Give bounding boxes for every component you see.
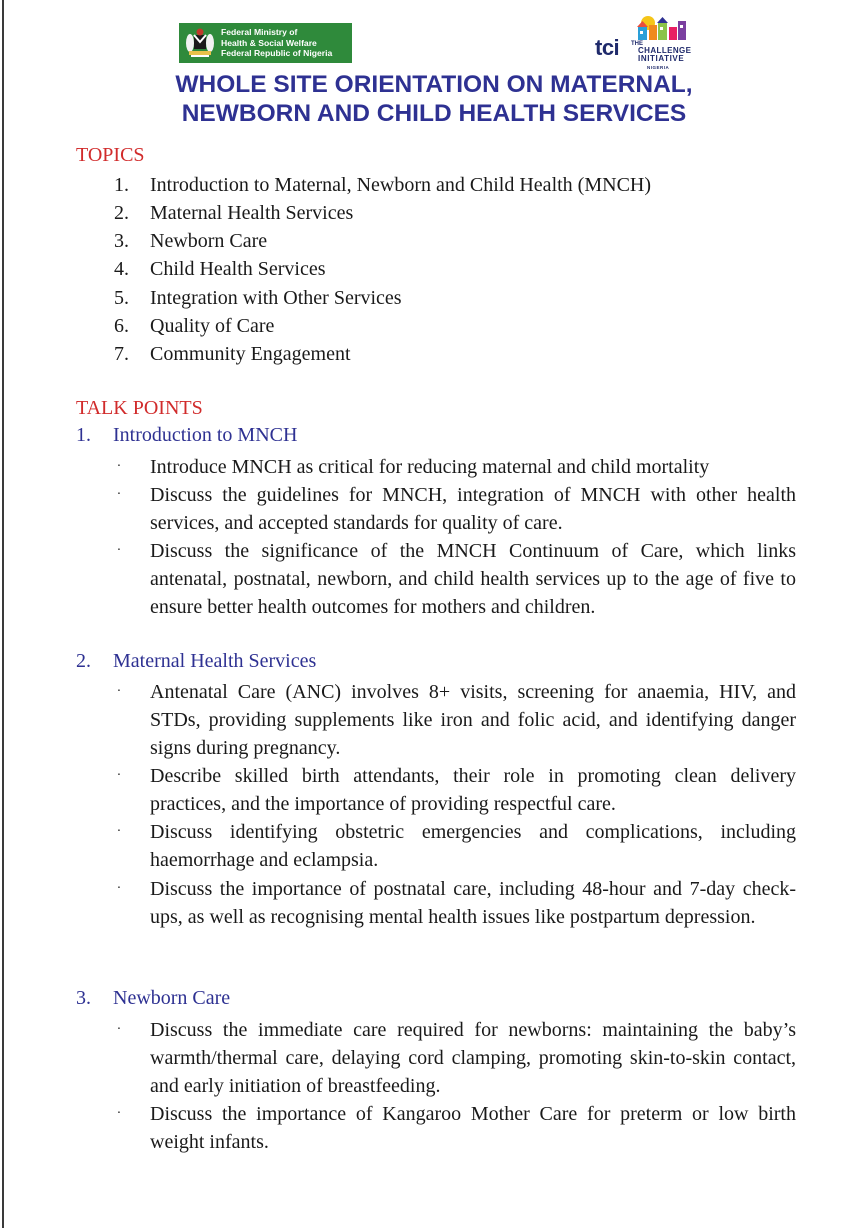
tci-line-challenge: CHALLENGE: [638, 46, 692, 55]
tci-wordmark: tci: [595, 35, 620, 60]
bullet-text: Discuss the importance of postnatal care, including 48-hour and 7-day check-ups, as well as recognising mental health issues like postpartum depression.: [150, 878, 796, 928]
topic-item: [114, 284, 402, 312]
talk-point-bullet: [114, 1016, 796, 1100]
tci-country: NIGERIA: [647, 65, 670, 70]
section-number: 2.: [76, 650, 91, 672]
talk-point-bullet: [114, 1100, 796, 1156]
bullet-marker: ·: [116, 459, 122, 474]
section-title: Newborn Care: [113, 987, 231, 1009]
tci-the: THE: [631, 41, 643, 47]
bullet-text: Discuss the significance of the MNCH Continuum of Care, which links antenatal, postnatal, newborn, and child health services up to the age of five to ensure better health outcomes for mothers and children.: [150, 540, 796, 618]
bullet-text: Discuss the importance of Kangaroo Mother Care for preterm or low birth weight infants.: [150, 1103, 796, 1153]
title-line-2: NEWBORN AND CHILD HEALTH SERVICES: [181, 100, 687, 127]
talk-points-heading: TALK POINTS: [76, 397, 203, 419]
bullet-marker: ·: [116, 1022, 122, 1037]
bullet-text: Describe skilled birth attendants, their role in promoting clean delivery practices, and the importance of providing respectful care.: [150, 765, 796, 815]
topic-item: [114, 255, 326, 283]
bullet-text: Antenatal Care (ANC) involves 8+ visits, screening for anaemia, HIV, and STDs, providing supplements like iron and folic acid, and identifying danger signs during pregnancy.: [150, 681, 796, 759]
bullet-text: Discuss the immediate care required for newborns: maintaining the baby’s warmth/thermal care, delaying cord clamping, promoting skin-to-skin contact, and early initiation of breastfeeding.: [150, 1019, 796, 1097]
ministry-logo: [179, 23, 352, 63]
talk-point-bullet: [114, 762, 796, 818]
bullet-text: Discuss identifying obstetric emergencies and complications, including haemorrhage and eclampsia.: [150, 821, 796, 871]
section-number: 3.: [76, 987, 91, 1009]
topic-item: [114, 227, 267, 255]
section-title: Introduction to MNCH: [113, 424, 298, 446]
topic-item: [114, 340, 351, 368]
bullet-marker: ·: [116, 1106, 122, 1121]
topic-item: [114, 199, 353, 227]
talk-point-bullet: [114, 537, 796, 621]
topic-text: Community Engagement: [150, 343, 351, 365]
topic-text: Integration with Other Services: [150, 287, 402, 309]
tci-logo: [590, 15, 700, 75]
topic-item: [114, 312, 274, 340]
topics-heading: TOPICS: [76, 144, 145, 166]
title-line-1: WHOLE SITE ORIENTATION ON MATERNAL,: [175, 71, 693, 98]
topic-number: 2.: [114, 202, 129, 224]
colorful-houses-icon: [634, 15, 690, 43]
topic-text: Child Health Services: [150, 258, 326, 280]
talk-point-section-title: [76, 424, 297, 447]
talk-point-bullet: [114, 453, 796, 481]
topic-number: 7.: [114, 343, 129, 365]
topic-text: Quality of Care: [150, 315, 275, 337]
page-title: [0, 70, 868, 128]
bullet-marker: ·: [116, 768, 122, 783]
ministry-line-3: Federal Republic of Nigeria: [221, 48, 333, 59]
section-title: Maternal Health Services: [113, 650, 317, 672]
ministry-line-1: Federal Ministry of: [221, 27, 298, 38]
ministry-line-2: Health & Social Welfare: [221, 37, 317, 48]
topic-item: [114, 171, 651, 199]
bullet-marker: ·: [116, 881, 122, 896]
topic-text: Newborn Care: [150, 230, 268, 252]
talk-point-bullet: [114, 875, 796, 931]
bullet-text: Introduce MNCH as critical for reducing maternal and child mortality: [150, 456, 710, 478]
talk-point-bullet: [114, 481, 796, 537]
topic-number: 4.: [114, 258, 129, 280]
bullet-marker: ·: [116, 543, 122, 558]
topic-text: Introduction to Maternal, Newborn and Child Health (MNCH): [150, 174, 652, 196]
bullet-marker: ·: [116, 487, 122, 502]
bullet-marker: ·: [116, 824, 122, 839]
talk-point-bullet: [114, 678, 796, 762]
topic-number: 1.: [114, 174, 129, 196]
topic-number: 3.: [114, 230, 129, 252]
topic-number: 5.: [114, 287, 129, 309]
talk-point-section-title: [76, 650, 316, 673]
bullet-marker: ·: [116, 684, 122, 699]
bullet-text: Discuss the guidelines for MNCH, integration of MNCH with other health services, and accepted standards for quality of care.: [150, 484, 796, 534]
nigeria-coat-of-arms-icon: [185, 27, 215, 59]
section-number: 1.: [76, 424, 91, 446]
topic-text: Maternal Health Services: [150, 202, 354, 224]
talk-point-bullet: [114, 818, 796, 874]
page-left-border: [2, 0, 4, 1228]
tci-line-initiative: INITIATIVE: [638, 54, 685, 63]
talk-point-section-title: [76, 987, 230, 1010]
topic-number: 6.: [114, 315, 129, 337]
